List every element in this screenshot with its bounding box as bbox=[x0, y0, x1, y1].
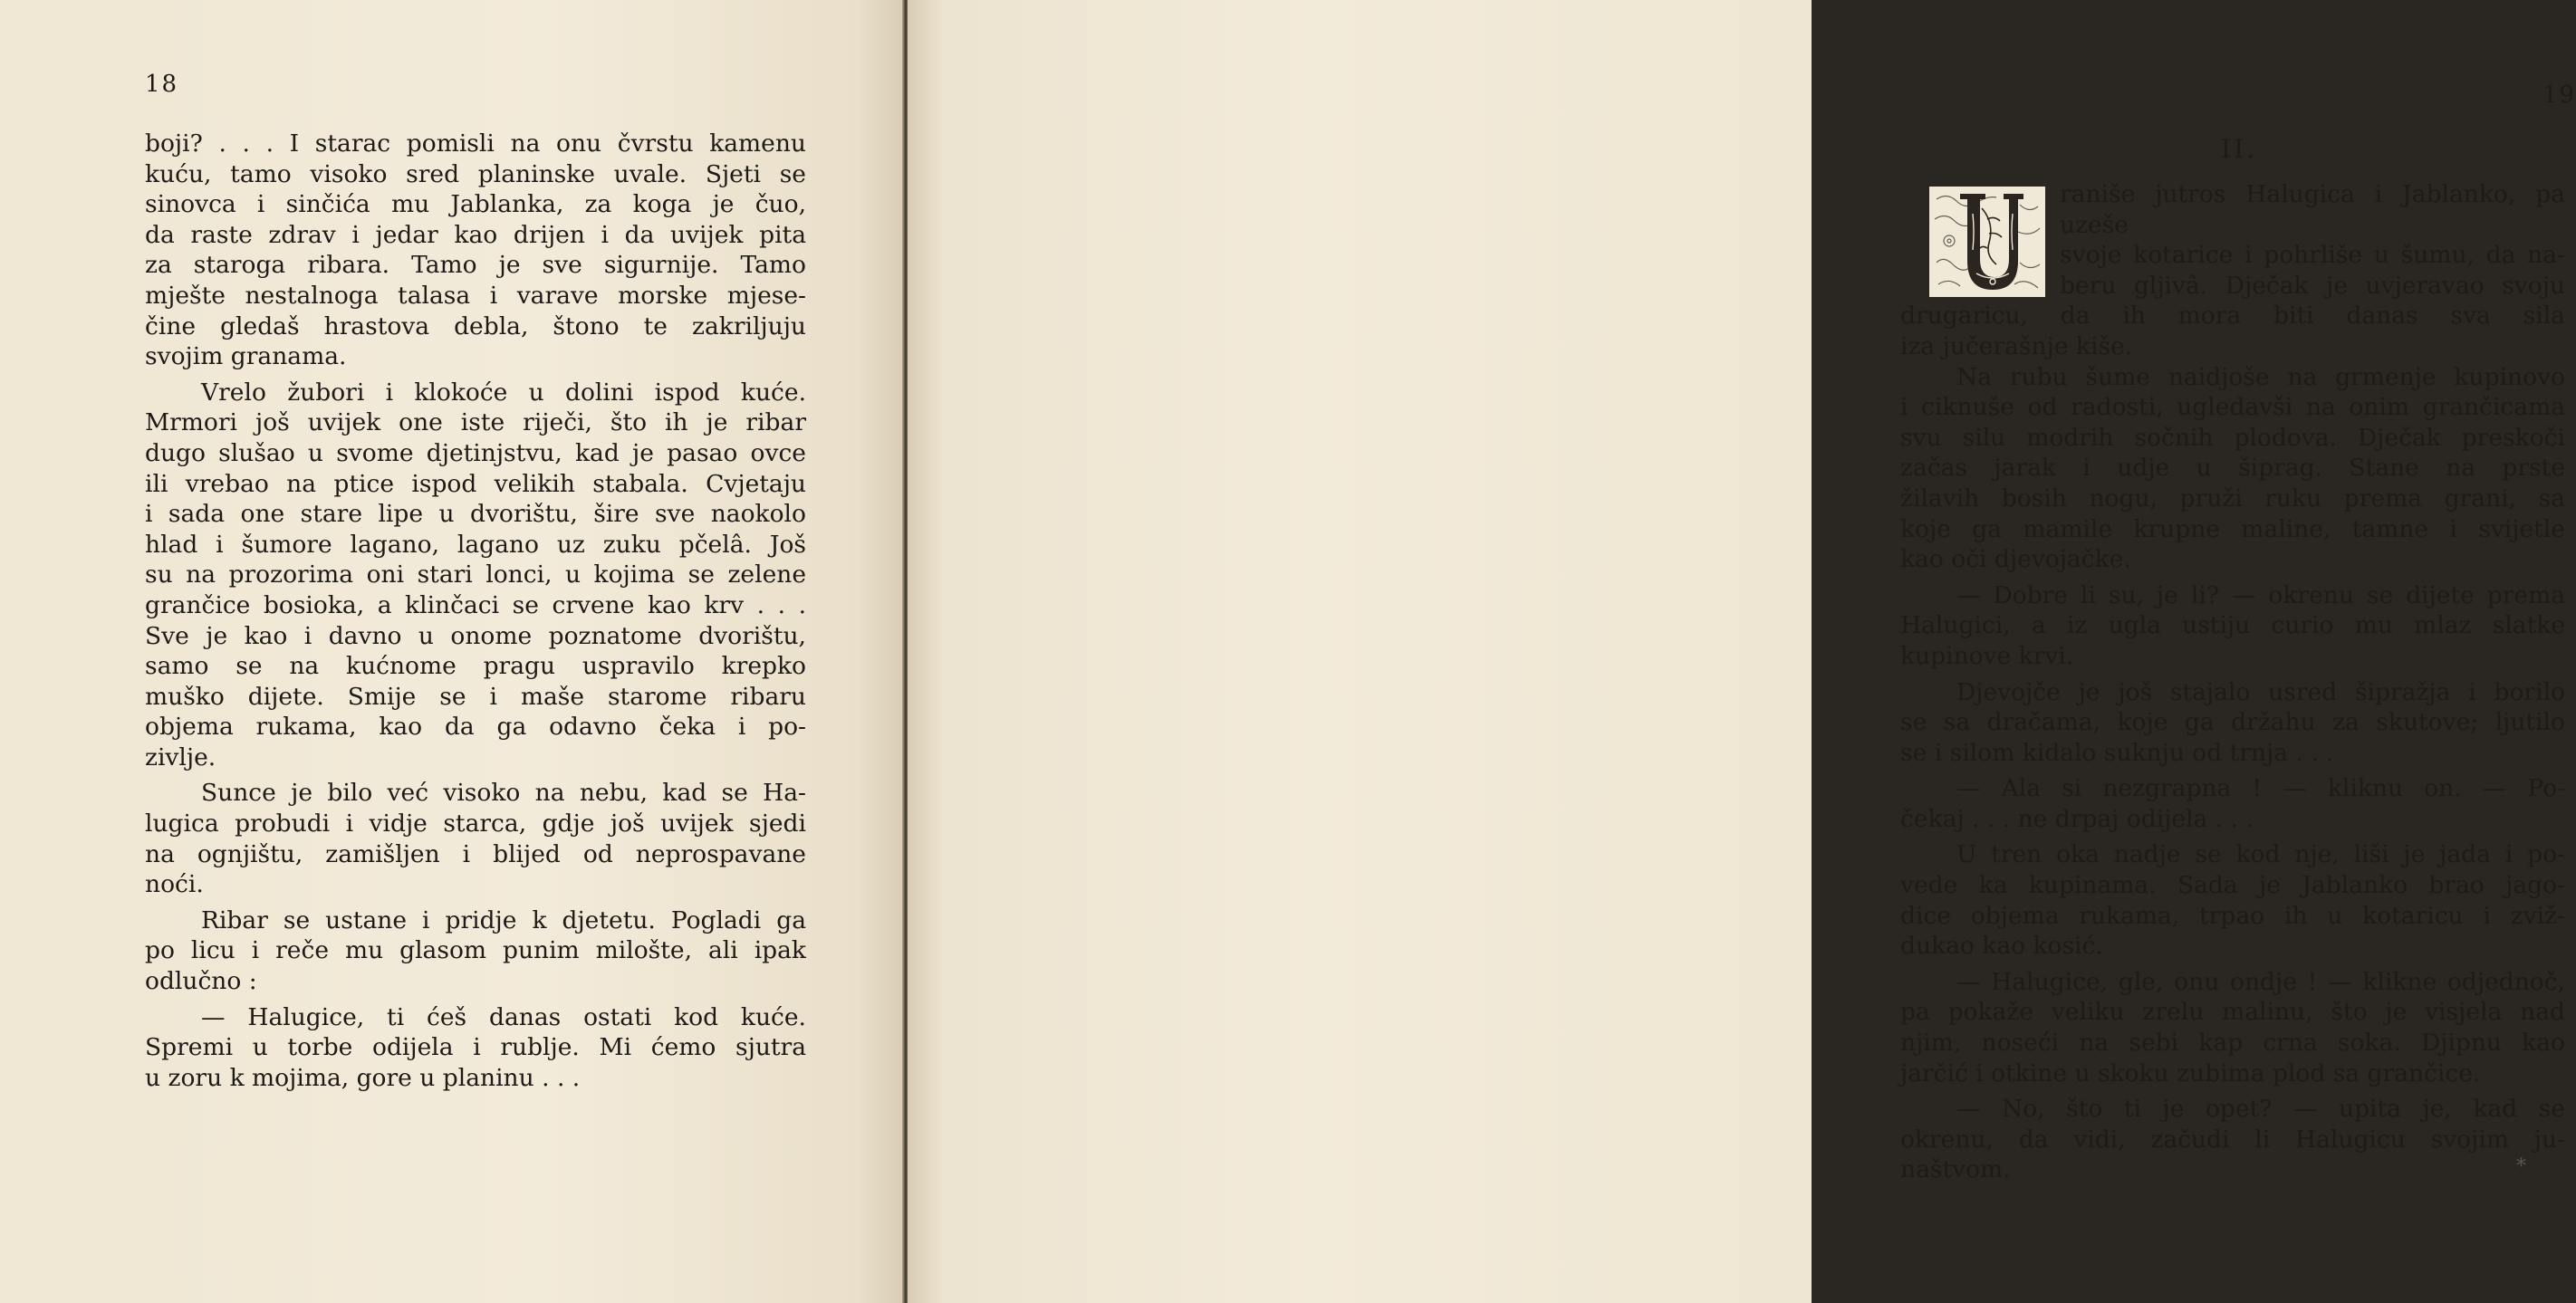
chapter-heading: II. bbox=[2221, 134, 2258, 164]
text-line: pa pokaže veliku zrelu malinu, što je visjela nad bbox=[1900, 998, 2565, 1027]
text-line: za staroga ribara. Tamo je sve sigurnije. Tamo bbox=[145, 251, 806, 280]
text-line: raniše jutros Halugica i Jablanko, pa uzeše bbox=[2060, 180, 2565, 239]
text-line: — No, što ti je opet? — upita je, kad se bbox=[1956, 1095, 2565, 1124]
text-line: čine gledaš hrastova debla, štono te zakriljuju bbox=[145, 311, 806, 340]
text-line: — Dobre li su, je li? — okrenu se dijete prema bbox=[1956, 580, 2565, 609]
text-line: na ognjištu, zamišljen i blijed od neprospavane bbox=[145, 839, 806, 868]
text-line: po licu i reče mu glasom punim milošte, ali ipak bbox=[145, 936, 806, 965]
right-paragraphs bbox=[1900, 362, 2565, 1185]
text-line: Spremi u torbe odijela i rublje. Mi ćemo sjutra bbox=[145, 1033, 806, 1062]
paragraph bbox=[1900, 580, 2565, 672]
text-line: sinovca i sinčića mu Jablanka, za koga je čuo, bbox=[145, 190, 806, 219]
text-line: lugica probudi i vidje starca, gdje još uvijek sjedi bbox=[145, 810, 806, 838]
text-line: koje ga mamile krupne maline, tamne i svijetle bbox=[1900, 514, 2565, 543]
paragraph bbox=[145, 1002, 806, 1094]
text-line: noći. bbox=[145, 870, 204, 899]
text-line: se i silom kidalo suknju od trnja . . . bbox=[1900, 738, 2334, 767]
paragraph bbox=[145, 778, 806, 899]
page-number-left: 18 bbox=[145, 71, 179, 98]
text-line: dice objema rukama, trpao ih u kotaricu i zviž- bbox=[1900, 901, 2565, 930]
paragraph bbox=[1900, 677, 2565, 769]
text-line: čekaj . . . ne drpaj odijela . . . bbox=[1900, 804, 2254, 833]
paragraph bbox=[1900, 1094, 2565, 1185]
text-line: okrenu, da vidi, začudi li Halugicu svojim ju- bbox=[1900, 1125, 2565, 1154]
text-line: kupinove krvi. bbox=[1900, 641, 2074, 670]
text-line: jarčić i otkine u skoku zubima plod sa grančice. bbox=[1900, 1059, 2481, 1087]
text-line: se sa dračama, koje ga držahu za skutove; ljutilo bbox=[1900, 708, 2565, 737]
text-line: kao oči djevojačke. bbox=[1900, 545, 2131, 574]
text-line: naštvom. bbox=[1900, 1155, 2011, 1184]
text-line: Vrelo žubori i klokoće u dolini ispod kuće. bbox=[201, 378, 806, 407]
text-line: žilavih bosih nogu, pruži ruku prema grani, sa bbox=[1900, 484, 2565, 513]
paragraph bbox=[145, 905, 806, 997]
paragraph bbox=[1900, 773, 2565, 834]
text-line: — Halugice, ti ćeš danas ostati kod kuće. bbox=[201, 1002, 806, 1031]
text-line: samo se na kućnome pragu uspravilo krepko bbox=[145, 652, 806, 681]
text-line: vede ka kupinama. Sada je Jablanko brao jago- bbox=[1900, 871, 2565, 900]
text-line: — Ala si nezgrapna ! — kliknu on. — Po- bbox=[1956, 774, 2565, 803]
text-line: da raste zdrav i jedar kao drijen i da uvijek pita bbox=[145, 220, 806, 249]
ornament-asterisk: * bbox=[2516, 1155, 2526, 1178]
text-line: odlučno : bbox=[145, 967, 257, 996]
text-line: hlad i šumore lagano, lagano uz zuku pčelâ. Još bbox=[145, 530, 806, 559]
left-page bbox=[0, 0, 904, 1303]
paragraph bbox=[1900, 362, 2565, 575]
text-line: kuću, tamo visoko sred planinske uvale. Sjeti se bbox=[145, 159, 806, 188]
text-line: grančice bosioka, a klinčaci se crvene kao krv . . . bbox=[145, 590, 806, 619]
text-line: dukao kao kosić. bbox=[1900, 932, 2103, 961]
text-line: Sve je kao i davno u onome poznatome dvorištu, bbox=[145, 621, 806, 650]
text-line: muško dijete. Smije se i maše starome ribaru bbox=[145, 682, 806, 711]
drop-cap-u-icon bbox=[1927, 185, 2047, 299]
text-line: i ciknuše od radosti, ugledavši na onim grančicama bbox=[1900, 393, 2565, 422]
text-line: zivlje. bbox=[145, 743, 216, 771]
paragraph bbox=[145, 378, 806, 773]
paragraph bbox=[145, 129, 806, 372]
left-page-text bbox=[145, 129, 806, 1093]
text-line: začas jarak i udje u šiprag. Stane na prste bbox=[1900, 454, 2565, 483]
text-line: svoje kotarice i pohrliše u šumu, da na- bbox=[2060, 241, 2565, 270]
text-line: Ribar se ustane i pridje k djetetu. Pogladi ga bbox=[201, 905, 806, 934]
text-line: njim, noseći na sebi kap crna soka. Djipnu kao bbox=[1900, 1029, 2565, 1058]
text-line: u zoru k mojima, gore u planinu . . . bbox=[145, 1063, 581, 1092]
text-line: iza jučerašnje kiše. bbox=[1900, 331, 2133, 360]
text-line: Mrmori još uvijek one iste riječi, što ih je ribar bbox=[145, 408, 806, 437]
text-line: — Halugice, gle, onu ondje ! — klikne odjednoč, bbox=[1956, 967, 2565, 996]
text-line: beru gljivâ. Dječak je uvjeravao svoju bbox=[2060, 271, 2565, 300]
text-line: svu silu modrih sočnih plodova. Dječak preskoči bbox=[1900, 423, 2565, 452]
text-line: Halugici, a iz ugla ustiju curio mu mlaz slatke bbox=[1900, 611, 2565, 640]
page-number-right: 19 bbox=[2542, 81, 2576, 109]
text-line: svojim granama. bbox=[145, 342, 347, 371]
text-line: U tren oka nadje se kod nje, liši je jada i po- bbox=[1956, 840, 2565, 869]
text-line: boji? . . . I starac pomisli na onu čvrstu kamenu bbox=[145, 129, 806, 158]
text-line: mješte nestalnoga talasa i varave morske mjese- bbox=[145, 281, 806, 310]
text-line: Na rubu šume naidjoše na grmenje kupinovo bbox=[1956, 362, 2565, 391]
right-page bbox=[908, 0, 2576, 1303]
text-line: ili vrebao na ptice ispod velikih stabala. Cvjetaju bbox=[145, 469, 806, 498]
text-line: objema rukama, kao da ga odavno čeka i po- bbox=[145, 713, 806, 742]
right-page-text bbox=[1900, 179, 2565, 1185]
text-line: Sunce je bilo već visoko na nebu, kad se Ha- bbox=[201, 779, 806, 808]
text-line: Djevojče je još stajalo usred šipražja i borilo bbox=[1956, 677, 2565, 706]
paragraph bbox=[1900, 839, 2565, 961]
text-line: i sada one stare lipe u dvorištu, šire sve naokolo bbox=[145, 500, 806, 529]
text-line: drugaricu, da ih mora biti danas sva sila bbox=[1900, 302, 2565, 331]
paragraph bbox=[1900, 967, 2565, 1088]
text-line: dugo slušao u svome djetinjstvu, kad je pasao ovce bbox=[145, 438, 806, 467]
text-line: su na prozorima oni stari lonci, u kojima se zelene bbox=[145, 560, 806, 589]
